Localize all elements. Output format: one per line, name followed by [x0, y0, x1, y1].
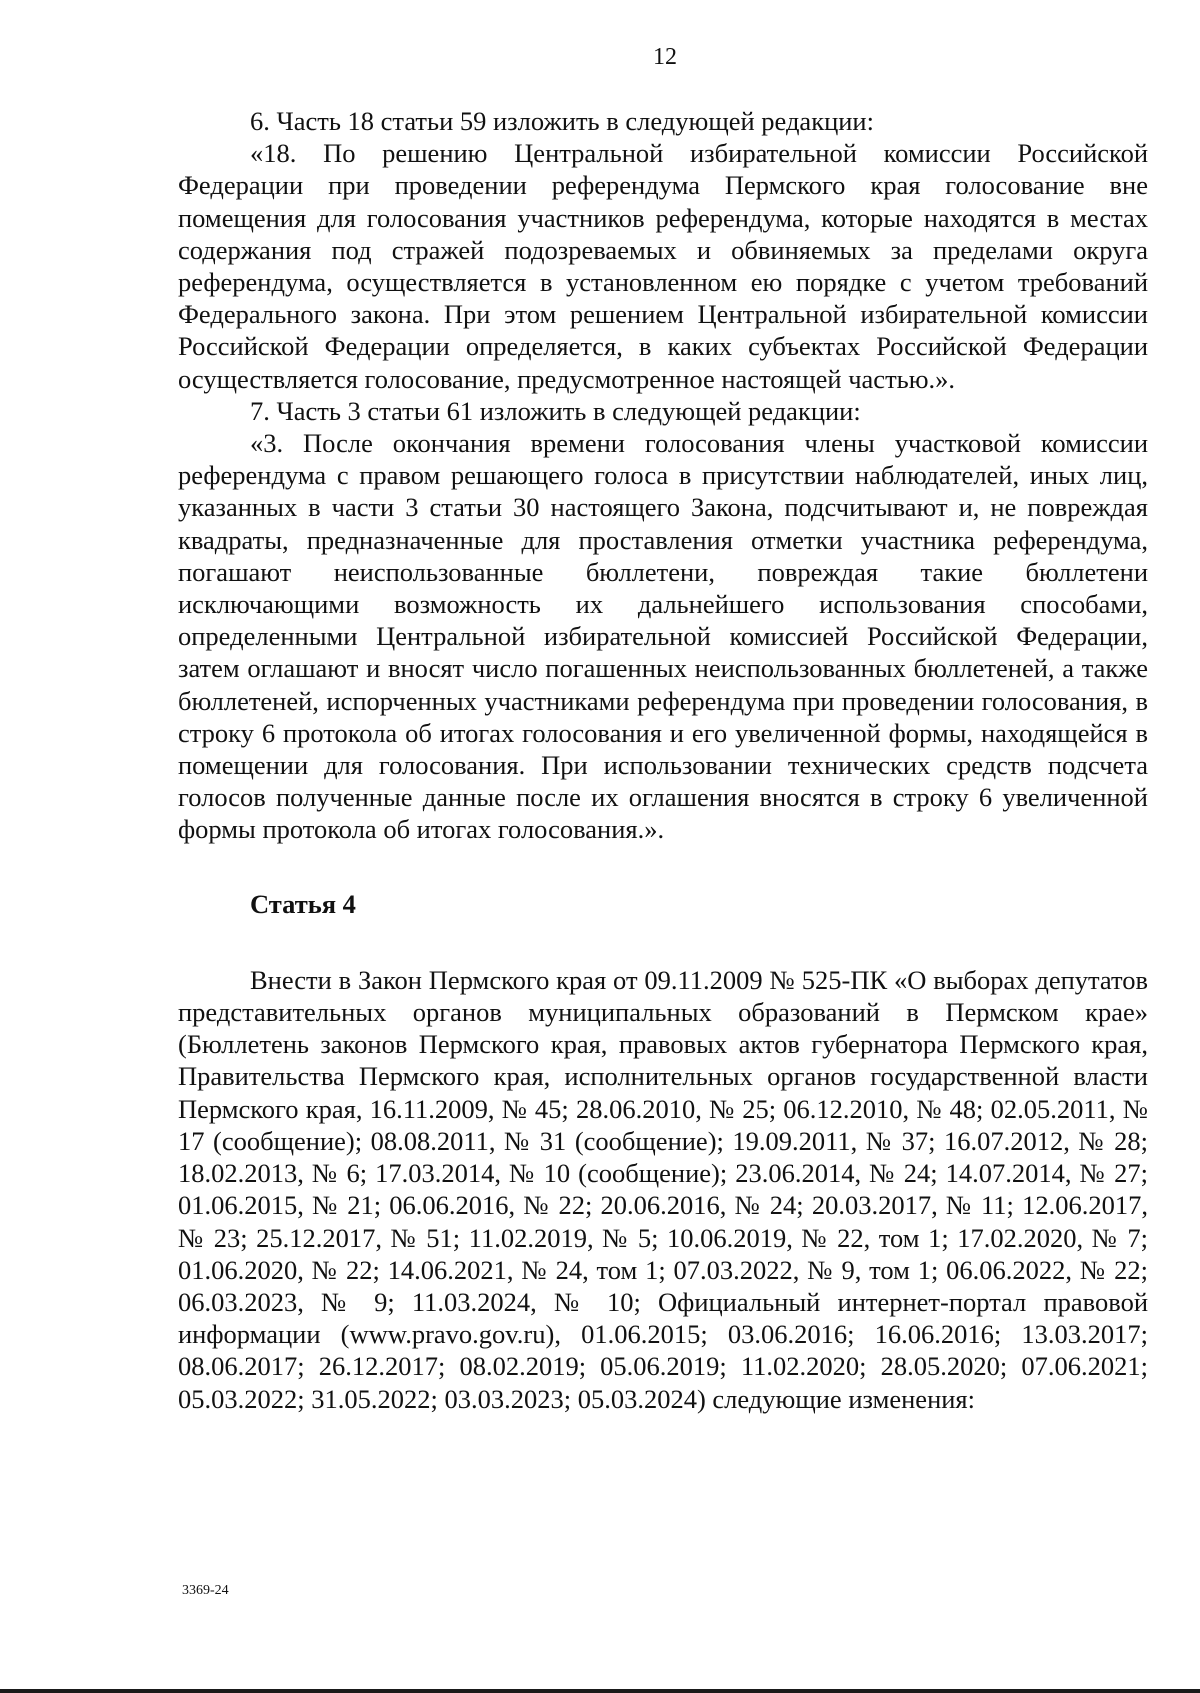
article-heading: Статья 4: [250, 888, 356, 919]
paragraph-part-18-text: «18. По решению Центральной избирательной комиссии Российской Федерации при проведении референдума Пермского края голосование вне помещения для голосования участников референдума, которые находятся в местах содержания под стражей подозреваемых и обвиняемых за пределами округа референдума, осуществляется в установленном ею порядке с учетом требований Федерального закона. При этом решением Центральной избирательной комиссии Российской Федерации определяется, в каких субъектах Российской Федерации осуществляется голосование, предусмотренное настоящей частью.».: [178, 138, 1148, 394]
document-body: [178, 105, 1148, 1415]
page-number: 12: [653, 44, 677, 70]
paragraph-article-4-text: Внести в Закон Пермского края от 09.11.2009 № 525-ПК «О выборах депутатов представительных органов муниципальных образований в Пермском крае» (Бюллетень законов Пермского края, правовых актов губернатора Пермского края, Правительства Пермского края, исполнительных органов государственной власти Пермского края, 16.11.2009, № 45; 28.06.2010, № 25; 06.12.2010, № 48; 02.05.2011, № 17 (сообщение); 08.08.2011, № 31 (сообщение); 19.09.2011, № 37; 16.07.2012, № 28; 18.02.2013, № 6; 17.03.2014, № 10 (сообщение); 23.06.2014, № 24; 14.07.2014, № 27; 01.06.2015, № 21; 06.06.2016, № 22; 20.06.2016, № 24; 20.03.2017, № 11; 12.06.2017, № 23; 25.12.2017, № 51; 11.02.2019, № 5; 10.06.2019, № 22, том 1; 17.02.2020, № 7; 01.06.2020, № 22; 14.06.2021, № 24, том 1; 07.03.2022, № 9, том 1; 06.06.2022, № 22; 06.03.2023, № 9; 11.03.2024, № 10; Официальный интернет-портал правовой информации (www.pravo.gov.ru), 01.06.2015; 03.06.2016; 16.06.2016; 13.03.2017; 08.06.2017; 26.12.2017; 08.02.2019; 05.06.2019; 11.02.2020; 28.05.2020; 07.06.2021; 05.03.2022; 31.05.2022; 03.03.2023; 05.03.2024) следующие изменения:: [178, 964, 1148, 1414]
scan-edge: [0, 1689, 1200, 1693]
paragraph-part-3-text: «3. После окончания времени голосования члены участковой комиссии референдума с правом решающего голоса в присутствии наблюдателей, иных лиц, указанных в части 3 статьи 30 настоящего Закона, подсчитывают и, не повреждая квадраты, предназначенные для проставления отметки участника референдума, погашают неиспользованные бюллетени, повреждая такие бюллетени исключающими возможность их дальнейшего использования способами, определенными Центральной избирательной комиссией Российской Федерации, затем оглашают и вносят число погашенных неиспользованных бюллетеней, а также бюллетеней, испорченных участниками референдума при проведении голосования, в строку 6 протокола об итогах голосования и его увеличенной формы, находящейся в помещении для голосования. При использовании технических средств подсчета голосов полученные данные после их оглашения вносятся в строку 6 увеличенной формы протокола об итогах голосования.».: [178, 428, 1148, 845]
document-code: 3369-24: [182, 1583, 229, 1598]
paragraph-item-7: 7. Часть 3 статьи 61 изложить в следующей редакции:: [250, 395, 861, 426]
paragraph-item-6: 6. Часть 18 статьи 59 изложить в следующей редакции:: [250, 106, 874, 136]
